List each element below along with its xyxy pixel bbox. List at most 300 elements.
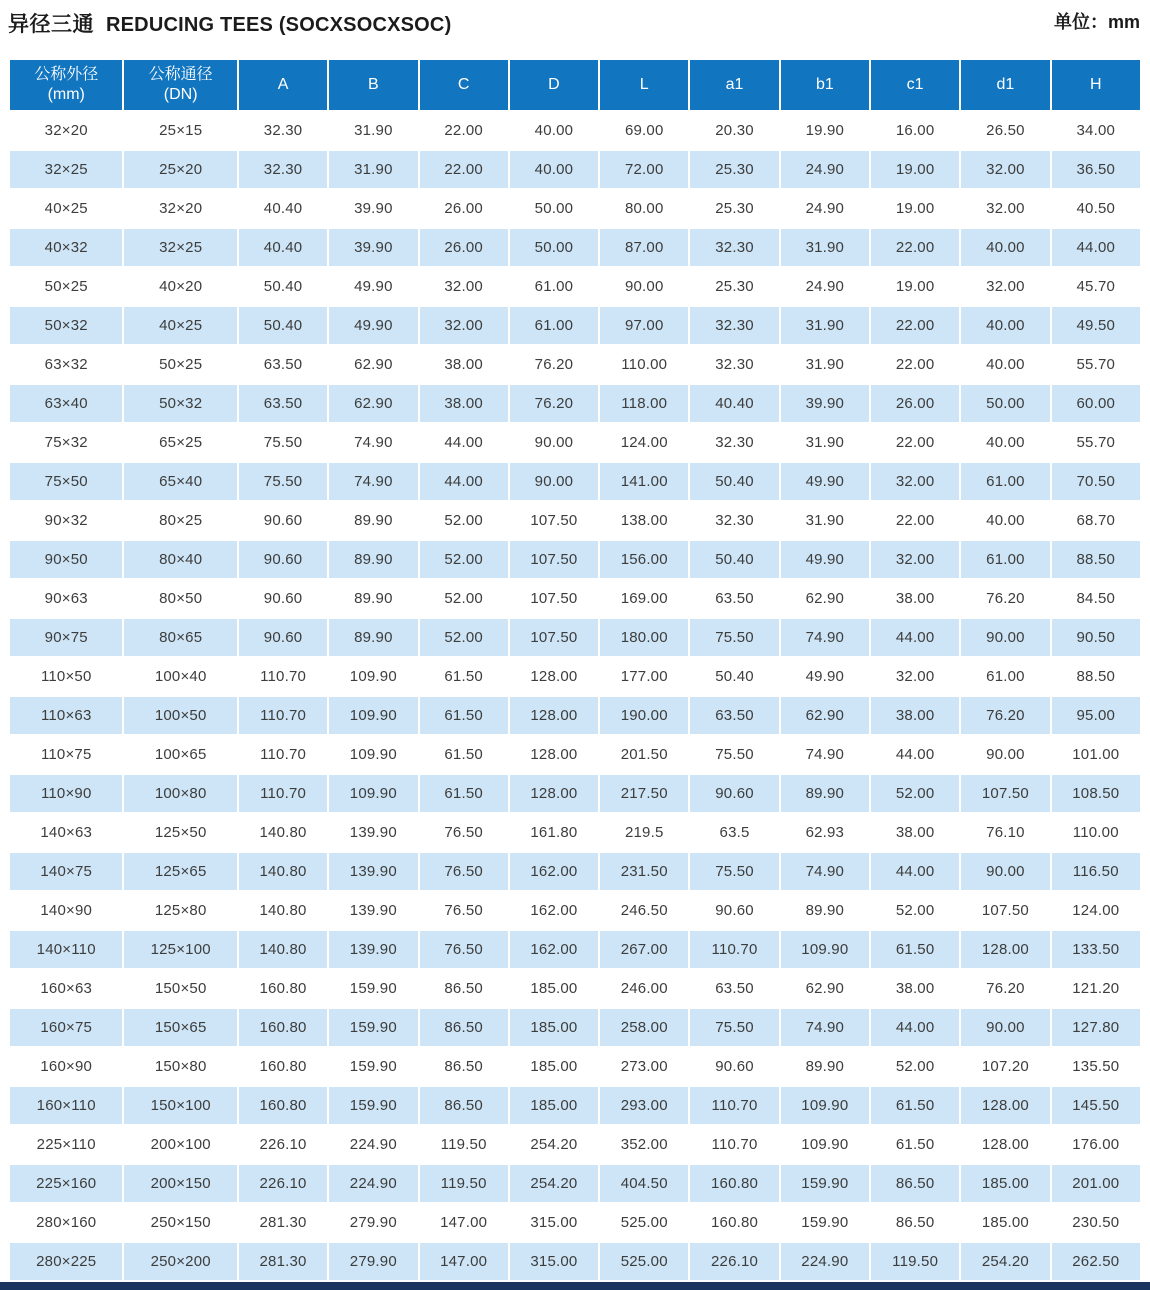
- table-cell: 22.00: [871, 502, 959, 539]
- table-cell: 128.00: [961, 1087, 1049, 1124]
- table-cell: 26.00: [420, 229, 508, 266]
- table-cell: 75.50: [690, 736, 778, 773]
- table-cell: 86.50: [420, 1009, 508, 1046]
- table-cell: 315.00: [510, 1243, 598, 1280]
- table-cell: 225×110: [10, 1126, 122, 1163]
- table-cell: 61.50: [420, 775, 508, 812]
- table-cell: 273.00: [600, 1048, 688, 1085]
- table-cell: 107.50: [961, 892, 1049, 929]
- column-header: D: [510, 60, 598, 110]
- table-cell: 61.50: [420, 736, 508, 773]
- table-cell: 69.00: [600, 112, 688, 149]
- table-cell: 177.00: [600, 658, 688, 695]
- table-cell: 280×160: [10, 1204, 122, 1241]
- table-cell: 109.90: [329, 658, 417, 695]
- table-cell: 95.00: [1052, 697, 1140, 734]
- table-cell: 32×20: [124, 190, 236, 227]
- table-cell: 75.50: [239, 463, 327, 500]
- page-title: [8, 8, 451, 38]
- table-cell: 281.30: [239, 1204, 327, 1241]
- table-cell: 135.50: [1052, 1048, 1140, 1085]
- table-cell: 50.40: [690, 463, 778, 500]
- column-header: H: [1052, 60, 1140, 110]
- table-cell: 49.90: [781, 658, 869, 695]
- table-row: [10, 775, 1140, 812]
- table-cell: 52.00: [420, 541, 508, 578]
- column-header: B: [329, 60, 417, 110]
- table-cell: 185.00: [510, 970, 598, 1007]
- table-cell: 50×32: [10, 307, 122, 344]
- table-cell: 138.00: [600, 502, 688, 539]
- table-cell: 40.40: [690, 385, 778, 422]
- table-row: [10, 580, 1140, 617]
- table-row: [10, 463, 1140, 500]
- table-cell: 90×63: [10, 580, 122, 617]
- table-cell: 40×25: [10, 190, 122, 227]
- table-cell: 74.90: [781, 619, 869, 656]
- table-cell: 267.00: [600, 931, 688, 968]
- table-cell: 160.80: [239, 1009, 327, 1046]
- table-cell: 128.00: [961, 1126, 1049, 1163]
- table-cell: 201.00: [1052, 1165, 1140, 1202]
- table-cell: 231.50: [600, 853, 688, 890]
- table-cell: 38.00: [420, 346, 508, 383]
- table-cell: 140.80: [239, 853, 327, 890]
- table-cell: 62.90: [781, 970, 869, 1007]
- table-cell: 44.00: [871, 1009, 959, 1046]
- table-cell: 140.80: [239, 814, 327, 851]
- table-cell: 38.00: [420, 385, 508, 422]
- table-cell: 63.50: [690, 580, 778, 617]
- table-row: [10, 346, 1140, 383]
- table-cell: 109.90: [329, 775, 417, 812]
- table-row: [10, 658, 1140, 695]
- table-cell: 61.00: [510, 268, 598, 305]
- table-cell: 128.00: [510, 697, 598, 734]
- table-cell: 70.50: [1052, 463, 1140, 500]
- table-row: [10, 1126, 1140, 1163]
- table-cell: 254.20: [510, 1126, 598, 1163]
- table-cell: 250×150: [124, 1204, 236, 1241]
- table-cell: 127.80: [1052, 1009, 1140, 1046]
- table-cell: 45.70: [1052, 268, 1140, 305]
- table-cell: 20.30: [690, 112, 778, 149]
- table-cell: 139.90: [329, 931, 417, 968]
- table-cell: 226.10: [239, 1165, 327, 1202]
- table-cell: 150×100: [124, 1087, 236, 1124]
- table-cell: 162.00: [510, 931, 598, 968]
- table-cell: 97.00: [600, 307, 688, 344]
- table-cell: 86.50: [871, 1204, 959, 1241]
- table-cell: 38.00: [871, 580, 959, 617]
- table-cell: 32.00: [961, 268, 1049, 305]
- table-cell: 160.80: [239, 1087, 327, 1124]
- table-cell: 65×25: [124, 424, 236, 461]
- table-row: [10, 1204, 1140, 1241]
- table-cell: 124.00: [600, 424, 688, 461]
- table-cell: 24.90: [781, 151, 869, 188]
- table-cell: 76.20: [510, 385, 598, 422]
- table-cell: 40.00: [510, 112, 598, 149]
- table-cell: 24.90: [781, 268, 869, 305]
- table-cell: 109.90: [781, 1126, 869, 1163]
- table-cell: 44.00: [871, 853, 959, 890]
- table-cell: 107.50: [510, 502, 598, 539]
- column-header: L: [600, 60, 688, 110]
- table-cell: 176.00: [1052, 1126, 1140, 1163]
- table-cell: 110×50: [10, 658, 122, 695]
- table-cell: 90.60: [690, 1048, 778, 1085]
- table-cell: 147.00: [420, 1204, 508, 1241]
- table-cell: 61.00: [961, 541, 1049, 578]
- table-cell: 86.50: [871, 1165, 959, 1202]
- table-cell: 125×65: [124, 853, 236, 890]
- column-header: A: [239, 60, 327, 110]
- table-cell: 116.50: [1052, 853, 1140, 890]
- table-row: [10, 541, 1140, 578]
- table-cell: 62.90: [781, 580, 869, 617]
- table-cell: 525.00: [600, 1243, 688, 1280]
- table-cell: 118.00: [600, 385, 688, 422]
- table-cell: 61.50: [871, 931, 959, 968]
- table-cell: 109.90: [781, 1087, 869, 1124]
- table-cell: 39.90: [329, 229, 417, 266]
- table-cell: 40.00: [961, 502, 1049, 539]
- table-cell: 90.00: [961, 736, 1049, 773]
- table-cell: 74.90: [329, 463, 417, 500]
- table-cell: 24.90: [781, 190, 869, 227]
- table-row: [10, 970, 1140, 1007]
- table-cell: 75.50: [690, 619, 778, 656]
- table-cell: 107.50: [961, 775, 1049, 812]
- table-cell: 19.00: [871, 190, 959, 227]
- table-cell: 26.00: [871, 385, 959, 422]
- table-cell: 31.90: [781, 229, 869, 266]
- table-cell: 200×100: [124, 1126, 236, 1163]
- table-cell: 124.00: [1052, 892, 1140, 929]
- table-row: [10, 151, 1140, 188]
- table-cell: 110.70: [239, 736, 327, 773]
- table-cell: 224.90: [329, 1165, 417, 1202]
- table-cell: 200×150: [124, 1165, 236, 1202]
- table-cell: 128.00: [510, 736, 598, 773]
- table-cell: 31.90: [781, 346, 869, 383]
- table-cell: 55.70: [1052, 424, 1140, 461]
- table-cell: 185.00: [510, 1009, 598, 1046]
- table-cell: 110×90: [10, 775, 122, 812]
- table-cell: 44.00: [420, 424, 508, 461]
- table-cell: 31.90: [329, 151, 417, 188]
- table-row: [10, 268, 1140, 305]
- table-row: [10, 697, 1140, 734]
- table-cell: 19.00: [871, 268, 959, 305]
- table-cell: 62.90: [329, 346, 417, 383]
- table-cell: 160×75: [10, 1009, 122, 1046]
- table-cell: 128.00: [510, 658, 598, 695]
- table-cell: 185.00: [510, 1048, 598, 1085]
- table-cell: 224.90: [781, 1243, 869, 1280]
- table-cell: 40×20: [124, 268, 236, 305]
- table-cell: 76.20: [510, 346, 598, 383]
- table-cell: 22.00: [871, 307, 959, 344]
- table-cell: 31.90: [781, 307, 869, 344]
- table-cell: 90.60: [239, 580, 327, 617]
- table-cell: 40.40: [239, 229, 327, 266]
- table-cell: 250×200: [124, 1243, 236, 1280]
- table-cell: 16.00: [871, 112, 959, 149]
- table-cell: 140×110: [10, 931, 122, 968]
- table-cell: 63.50: [239, 346, 327, 383]
- table-cell: 61.50: [420, 658, 508, 695]
- table-cell: 25.30: [690, 151, 778, 188]
- table-cell: 39.90: [781, 385, 869, 422]
- table-cell: 88.50: [1052, 658, 1140, 695]
- table-cell: 224.90: [329, 1126, 417, 1163]
- table-cell: 159.90: [329, 1048, 417, 1085]
- table-cell: 169.00: [600, 580, 688, 617]
- table-cell: 40.50: [1052, 190, 1140, 227]
- table-cell: 50.00: [961, 385, 1049, 422]
- table-cell: 133.50: [1052, 931, 1140, 968]
- table-cell: 32.30: [690, 346, 778, 383]
- table-cell: 55.70: [1052, 346, 1140, 383]
- table-cell: 74.90: [781, 1009, 869, 1046]
- table-cell: 139.90: [329, 892, 417, 929]
- table-cell: 63×40: [10, 385, 122, 422]
- table-cell: 160.80: [690, 1165, 778, 1202]
- table-cell: 160.80: [690, 1204, 778, 1241]
- table-cell: 90×32: [10, 502, 122, 539]
- table-row: [10, 853, 1140, 890]
- table-cell: 80×25: [124, 502, 236, 539]
- table-cell: 80×50: [124, 580, 236, 617]
- table-cell: 32.30: [239, 151, 327, 188]
- table-cell: 185.00: [510, 1087, 598, 1124]
- table-cell: 63.50: [239, 385, 327, 422]
- table-cell: 75.50: [690, 1009, 778, 1046]
- table-cell: 52.00: [871, 775, 959, 812]
- table-cell: 40.00: [961, 346, 1049, 383]
- table-cell: 101.00: [1052, 736, 1140, 773]
- table-cell: 89.90: [329, 619, 417, 656]
- table-cell: 89.90: [781, 892, 869, 929]
- table-row: [10, 385, 1140, 422]
- table-row: [10, 892, 1140, 929]
- table-cell: 40.00: [961, 424, 1049, 461]
- table-cell: 68.70: [1052, 502, 1140, 539]
- table-cell: 159.90: [781, 1204, 869, 1241]
- table-cell: 140×63: [10, 814, 122, 851]
- table-cell: 246.50: [600, 892, 688, 929]
- table-cell: 86.50: [420, 1087, 508, 1124]
- table-cell: 159.90: [781, 1165, 869, 1202]
- table-cell: 150×65: [124, 1009, 236, 1046]
- table-cell: 40×32: [10, 229, 122, 266]
- table-cell: 63.50: [690, 697, 778, 734]
- table-cell: 44.00: [1052, 229, 1140, 266]
- table-cell: 217.50: [600, 775, 688, 812]
- table-cell: 201.50: [600, 736, 688, 773]
- table-cell: 110.70: [690, 1087, 778, 1124]
- table-cell: 50.40: [239, 268, 327, 305]
- table-cell: 61.00: [961, 463, 1049, 500]
- header-row: [10, 60, 1140, 110]
- page-title-zh: 异径三通: [8, 13, 94, 36]
- table-cell: 40×25: [124, 307, 236, 344]
- table-cell: 32.30: [690, 229, 778, 266]
- table-cell: 49.90: [329, 268, 417, 305]
- table-cell: 279.90: [329, 1243, 417, 1280]
- table-cell: 86.50: [420, 1048, 508, 1085]
- column-header: c1: [871, 60, 959, 110]
- spec-table-body: [10, 112, 1140, 1280]
- table-cell: 75×32: [10, 424, 122, 461]
- table-cell: 119.50: [420, 1165, 508, 1202]
- table-cell: 100×40: [124, 658, 236, 695]
- table-cell: 31.90: [781, 424, 869, 461]
- table-cell: 50×25: [10, 268, 122, 305]
- table-cell: 90×50: [10, 541, 122, 578]
- table-cell: 160.80: [239, 970, 327, 1007]
- table-cell: 76.10: [961, 814, 1049, 851]
- table-cell: 162.00: [510, 892, 598, 929]
- table-cell: 34.00: [1052, 112, 1140, 149]
- table-cell: 80.00: [600, 190, 688, 227]
- table-cell: 61.00: [961, 658, 1049, 695]
- footer-bar: [0, 1282, 1150, 1290]
- table-cell: 110×63: [10, 697, 122, 734]
- table-cell: 49.90: [781, 541, 869, 578]
- table-cell: 128.00: [961, 931, 1049, 968]
- table-cell: 156.00: [600, 541, 688, 578]
- table-cell: 219.5: [600, 814, 688, 851]
- table-cell: 32.30: [239, 112, 327, 149]
- table-cell: 190.00: [600, 697, 688, 734]
- column-header: b1: [781, 60, 869, 110]
- table-cell: 110.70: [239, 697, 327, 734]
- table-cell: 40.00: [961, 229, 1049, 266]
- page-title-en: REDUCING TEES (SOCXSOCXSOC): [106, 14, 452, 36]
- table-cell: 110.70: [690, 1126, 778, 1163]
- table-cell: 109.90: [329, 697, 417, 734]
- table-cell: 26.50: [961, 112, 1049, 149]
- table-cell: 75.50: [690, 853, 778, 890]
- table-cell: 90.00: [510, 463, 598, 500]
- table-cell: 22.00: [871, 346, 959, 383]
- table-cell: 74.90: [781, 736, 869, 773]
- table-row: [10, 1048, 1140, 1085]
- table-cell: 52.00: [420, 580, 508, 617]
- table-cell: 90×75: [10, 619, 122, 656]
- table-cell: 75.50: [239, 424, 327, 461]
- table-cell: 160×90: [10, 1048, 122, 1085]
- table-cell: 90.00: [961, 619, 1049, 656]
- table-cell: 90.60: [239, 541, 327, 578]
- table-cell: 32.00: [871, 463, 959, 500]
- table-cell: 160×110: [10, 1087, 122, 1124]
- table-cell: 128.00: [510, 775, 598, 812]
- table-cell: 100×65: [124, 736, 236, 773]
- table-cell: 31.90: [329, 112, 417, 149]
- table-cell: 32.30: [690, 424, 778, 461]
- table-cell: 159.90: [329, 1009, 417, 1046]
- table-cell: 32.00: [420, 268, 508, 305]
- table-cell: 110×75: [10, 736, 122, 773]
- table-row: [10, 814, 1140, 851]
- table-cell: 50.40: [239, 307, 327, 344]
- table-cell: 25.30: [690, 190, 778, 227]
- table-cell: 40.00: [510, 151, 598, 188]
- table-cell: 76.50: [420, 931, 508, 968]
- table-cell: 262.50: [1052, 1243, 1140, 1280]
- table-cell: 76.20: [961, 697, 1049, 734]
- table-cell: 22.00: [420, 112, 508, 149]
- table-cell: 61.50: [871, 1087, 959, 1124]
- table-cell: 32×25: [124, 229, 236, 266]
- table-cell: 107.50: [510, 619, 598, 656]
- table-cell: 279.90: [329, 1204, 417, 1241]
- spec-table: [8, 58, 1142, 1282]
- table-cell: 74.90: [329, 424, 417, 461]
- table-cell: 32.00: [871, 541, 959, 578]
- table-cell: 90.00: [961, 1009, 1049, 1046]
- table-cell: 109.90: [329, 736, 417, 773]
- table-cell: 32×20: [10, 112, 122, 149]
- table-cell: 36.50: [1052, 151, 1140, 188]
- table-cell: 180.00: [600, 619, 688, 656]
- table-cell: 89.90: [781, 1048, 869, 1085]
- table-cell: 63.5: [690, 814, 778, 851]
- table-cell: 107.50: [510, 541, 598, 578]
- table-cell: 31.90: [781, 502, 869, 539]
- table-cell: 150×50: [124, 970, 236, 1007]
- table-cell: 145.50: [1052, 1087, 1140, 1124]
- table-cell: 25×20: [124, 151, 236, 188]
- table-cell: 76.20: [961, 580, 1049, 617]
- table-cell: 22.00: [871, 229, 959, 266]
- table-cell: 50×25: [124, 346, 236, 383]
- table-cell: 49.90: [781, 463, 869, 500]
- table-cell: 62.90: [329, 385, 417, 422]
- table-cell: 90.00: [600, 268, 688, 305]
- table-cell: 32.00: [961, 190, 1049, 227]
- table-cell: 84.50: [1052, 580, 1140, 617]
- table-cell: 90.00: [510, 424, 598, 461]
- table-cell: 109.90: [781, 931, 869, 968]
- column-header: 公称通径 (DN): [124, 60, 236, 110]
- table-cell: 119.50: [871, 1243, 959, 1280]
- table-cell: 32.00: [420, 307, 508, 344]
- table-cell: 22.00: [871, 424, 959, 461]
- table-cell: 225×160: [10, 1165, 122, 1202]
- unit-label: 单位：mm: [1053, 12, 1140, 32]
- table-row: [10, 931, 1140, 968]
- table-cell: 525.00: [600, 1204, 688, 1241]
- table-row: [10, 424, 1140, 461]
- column-header: a1: [690, 60, 778, 110]
- table-cell: 52.00: [420, 502, 508, 539]
- table-cell: 74.90: [781, 853, 869, 890]
- table-row: [10, 502, 1140, 539]
- table-cell: 161.80: [510, 814, 598, 851]
- table-cell: 107.50: [510, 580, 598, 617]
- table-cell: 254.20: [510, 1165, 598, 1202]
- table-cell: 75×50: [10, 463, 122, 500]
- table-cell: 38.00: [871, 814, 959, 851]
- table-cell: 160.80: [239, 1048, 327, 1085]
- table-cell: 293.00: [600, 1087, 688, 1124]
- table-cell: 89.90: [329, 502, 417, 539]
